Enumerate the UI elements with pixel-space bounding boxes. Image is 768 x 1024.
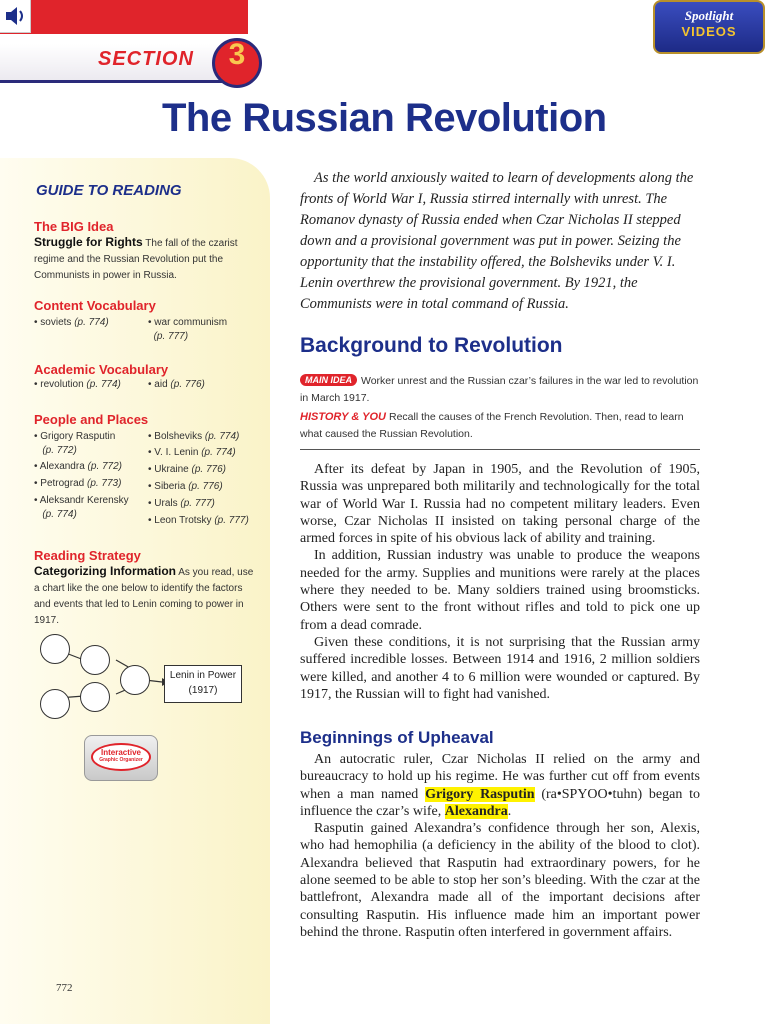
speaker-icon [0,0,30,32]
big-idea-text: Struggle for Rights The fall of the czarist regime and the Russian Revolution put the Communists in power in Russia. [34,235,238,281]
organizer-circle [80,682,110,712]
organizer-circle [40,689,70,719]
background-heading: Background to Revolution [300,334,563,357]
page-number: 772 [56,982,73,994]
big-idea-bold: Struggle for Rights [34,235,143,249]
vocab-term: • aid (p. 776) [148,379,205,390]
organizer-circle [80,645,110,675]
highlight-rasputin[interactable]: Grigory Rasputin [425,786,535,802]
vocab-term: • soviets (p. 774) [34,317,109,328]
people-item: • Bolsheviks (p. 774) [148,431,240,442]
reading-strategy-heading: Reading Strategy [34,548,141,563]
strategy-bold: Categorizing Information [34,564,176,578]
big-idea-heading: The BIG Idea [34,219,114,234]
spotlight-videos-button[interactable] [653,0,765,54]
section-label: SECTION [98,48,194,70]
body-text-1 [300,461,700,703]
vocab-term: • war communism (p. 777) [148,317,228,342]
paragraph: An autocratic ruler, Czar Nicholas II relied on the army and bureaucracy to hold up his regime. He was further cut off from events when a man named Grigory Rasputin (ra•SPYOO•tuhn) began to influence the czar’s wife, Alexandra. [300,752,700,819]
upheaval-heading: Beginnings of Upheaval [300,728,494,747]
history-you-tag: HISTORY & YOU [300,411,386,423]
reading-strategy-text: Categorizing Information As you read, use a chart like the one below to identify the factors and events that led to Lenin coming to power in 1917. [34,564,254,626]
people-item: • Leon Trotsky (p. 777) [148,515,249,526]
paragraph: Given these conditions, it is not surprising that the Russian army suffered incredible losses. Between 1914 and 1916, 2 million soldiers were killed, and another 4 to 6 million were wounded or captured. By 1917, the Russian will to fight had vanished. [300,634,700,702]
interactive-graphic-organizer-button[interactable] [84,735,158,781]
people-item: • Siberia (p. 776) [148,481,223,492]
people-item: • Urals (p. 777) [148,498,215,509]
people-item: • V. I. Lenin (p. 774) [148,447,236,458]
main-idea-block: MAIN IDEA Worker unrest and the Russian czar’s failures in the war led to revolution in March 1917. [300,375,699,404]
paragraph: Rasputin gained Alexandra’s confidence through her son, Alexis, who had hemophilia (a deficiency in the ability of the blood to clot). Alexandra believed that Rasputin had extraordinary powers, for he alone seemed to be able to stop her son’s bleeding. With the czar at the battlefront, Alexandra made all of the important decisions after consulting Rasputin. His influence made him an important power behind the throne. Rasputin often interfered in government affairs. [300,821,700,940]
paragraph: In addition, Russian industry was unable to produce the weapons needed for the army. Supplies and munitions were rarely at the places where they needed to be. Many soldiers trained using broomsticks. Others were sent to the front without rifles and told to pick one up from a dead comrade. [300,548,700,633]
people-item: • Ukraine (p. 776) [148,464,226,475]
body-text-2 [300,751,700,941]
main-idea-tag: MAIN IDEA [300,374,357,386]
guide-heading: GUIDE TO READING [36,182,182,199]
people-item: • Alexandra (p. 772) [34,461,123,472]
section-number: 3 [228,38,246,71]
vocab-term: • revolution (p. 774) [34,379,121,390]
igo-badge: Interactive Graphic Organizer [91,743,151,771]
audio-button[interactable] [0,0,31,33]
academic-vocab-heading: Academic Vocabulary [34,362,169,377]
paragraph: After its defeat by Japan in 1905, and the Revolution of 1905, Russia was unprepared both militarily and technologically for the total war of World War I. Russia had no competent military leaders. Even worse, Czar Nicholas II insisted on taking personal charge of the armed forces in spite of his obvious lack of ability and training. [300,462,700,547]
organizer-circle [120,665,150,695]
content-vocab-heading: Content Vocabulary [34,298,156,313]
videos-label: VIDEOS [681,24,737,39]
people-places-heading: People and Places [34,412,149,427]
organizer-result-box: Lenin in Power (1917) [164,665,242,703]
page-title: The Russian Revolution [162,96,607,140]
people-item: • Aleksandr Kerensky (p. 774) [34,495,129,520]
people-item: • Petrograd (p. 773) [34,478,122,489]
people-item: • Grigory Rasputin (p. 772) [34,431,116,456]
intro-paragraph: As the world anxiously waited to learn of developments along the fronts of World War I, Russia stirred internally with unrest. The Romanov dynasty of Russia ended when Czar Nicholas II stepped down and a provisional government was put in power. Seizing the opportunity that the instability offered, the Bolsheviks under V. I. Lenin overthrew the provisional government. By 1921, the Communists were in total command of Russia. [300,170,694,312]
header-red-bar [0,0,248,34]
organizer-circle [40,634,70,664]
spotlight-label: Spotlight [684,8,734,23]
history-you-block: HISTORY & YOU Recall the causes of the French Revolution. Then, read to learn what caused the Russian Revolution. [300,409,700,450]
highlight-alexandra[interactable]: Alexandra [444,803,508,819]
